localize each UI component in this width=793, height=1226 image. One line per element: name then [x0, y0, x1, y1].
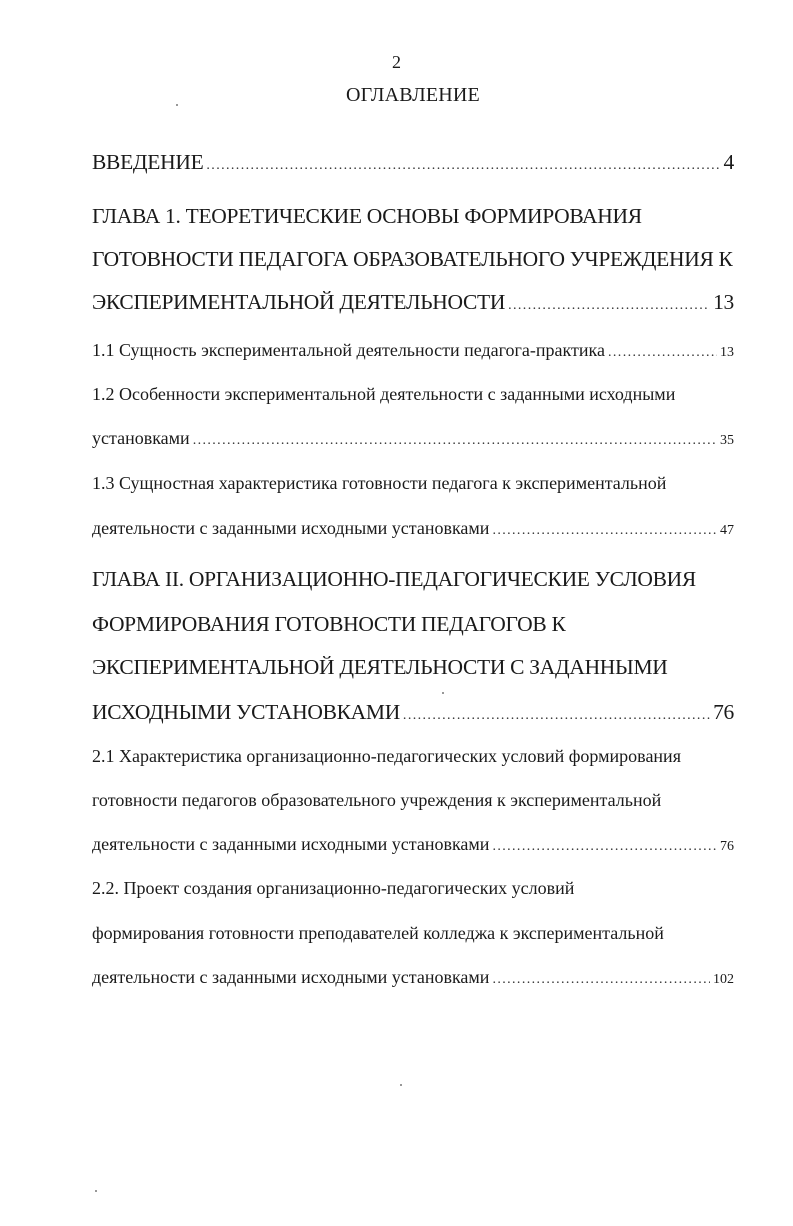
dot-leader	[508, 298, 710, 314]
toc-chapter-2-line-2: ФОРМИРОВАНИЯ ГОТОВНОСТИ ПЕДАГОГОВ К	[92, 612, 566, 636]
toc-section-1-2-line-2	[92, 428, 734, 449]
toc-title: ОГЛАВЛЕНИЕ	[346, 84, 480, 106]
toc-section-2-2-line-1: 2.2. Проект создания организационно-педагогических условий	[92, 878, 575, 898]
toc-section-1-3-line-1: 1.3 Сущностная характеристика готовности педагога к экспериментальной	[92, 473, 667, 493]
toc-section-2-2-line-2: формирования готовности преподавателей колледжа к экспериментальной	[92, 923, 664, 943]
toc-page-number: 47	[720, 523, 734, 538]
toc-page-number: 35	[720, 433, 734, 448]
toc-section-2-1-line-3	[92, 834, 734, 855]
toc-section-1-1	[92, 340, 734, 361]
toc-section-1-3-line-2	[92, 518, 734, 539]
scan-speck	[95, 1190, 97, 1192]
dot-leader	[193, 433, 717, 449]
dot-leader	[608, 345, 717, 361]
toc-entry-title: деятельности с заданными исходными установками	[92, 834, 490, 854]
scan-speck	[400, 1084, 402, 1086]
toc-page-number: 4	[723, 150, 734, 174]
dot-leader	[492, 523, 717, 539]
scan-speck	[442, 692, 444, 694]
dot-leader	[403, 708, 710, 724]
toc-entry-introduction	[92, 150, 734, 175]
page-number: 2	[392, 52, 401, 72]
toc-chapter-1-line-1: ГЛАВА 1. ТЕОРЕТИЧЕСКИЕ ОСНОВЫ ФОРМИРОВАНИЯ	[92, 204, 642, 228]
toc-page-number: 13	[713, 290, 734, 314]
toc-chapter-2-line-1: ГЛАВА II. ОРГАНИЗАЦИОННО-ПЕДАГОГИЧЕСКИЕ УСЛОВИЯ	[92, 567, 696, 591]
toc-chapter-2-line-3: ЭКСПЕРИМЕНТАЛЬНОЙ ДЕЯТЕЛЬНОСТИ С ЗАДАННЫМИ	[92, 655, 668, 679]
toc-entry-title: ВВЕДЕНИЕ	[92, 150, 204, 174]
toc-entry-title: установками	[92, 428, 190, 448]
toc-chapter-1-line-3	[92, 290, 734, 315]
toc-section-1-2-line-1: 1.2 Особенности экспериментальной деятельности с заданными исходными	[92, 384, 676, 404]
scan-speck	[176, 104, 178, 106]
toc-page-number: 76	[713, 700, 734, 724]
toc-page-number: 76	[720, 839, 734, 854]
toc-entry-title: 1.1 Сущность экспериментальной деятельности педагога-практика	[92, 340, 605, 360]
dot-leader	[492, 972, 710, 988]
toc-chapter-2-line-4	[92, 700, 734, 725]
toc-chapter-1-line-2: ГОТОВНОСТИ ПЕДАГОГА ОБРАЗОВАТЕЛЬНОГО УЧРЕЖДЕНИЯ К	[92, 247, 733, 271]
toc-entry-title: деятельности с заданными исходными установками	[92, 518, 490, 538]
toc-section-2-1-line-1: 2.1 Характеристика организационно-педагогических условий формирования	[92, 746, 681, 766]
toc-entry-title: деятельности с заданными исходными установками	[92, 967, 490, 987]
dot-leader	[492, 839, 717, 855]
toc-section-2-1-line-2: готовности педагогов образовательного учреждения к экспериментальной	[92, 790, 662, 810]
dot-leader	[206, 158, 720, 174]
toc-page-number: 13	[720, 345, 734, 360]
toc-page-number: 102	[713, 972, 734, 987]
toc-entry-title: ИСХОДНЫМИ УСТАНОВКАМИ	[92, 700, 400, 724]
toc-section-2-2-line-3	[92, 967, 734, 988]
toc-entry-title: ЭКСПЕРИМЕНТАЛЬНОЙ ДЕЯТЕЛЬНОСТИ	[92, 290, 506, 314]
